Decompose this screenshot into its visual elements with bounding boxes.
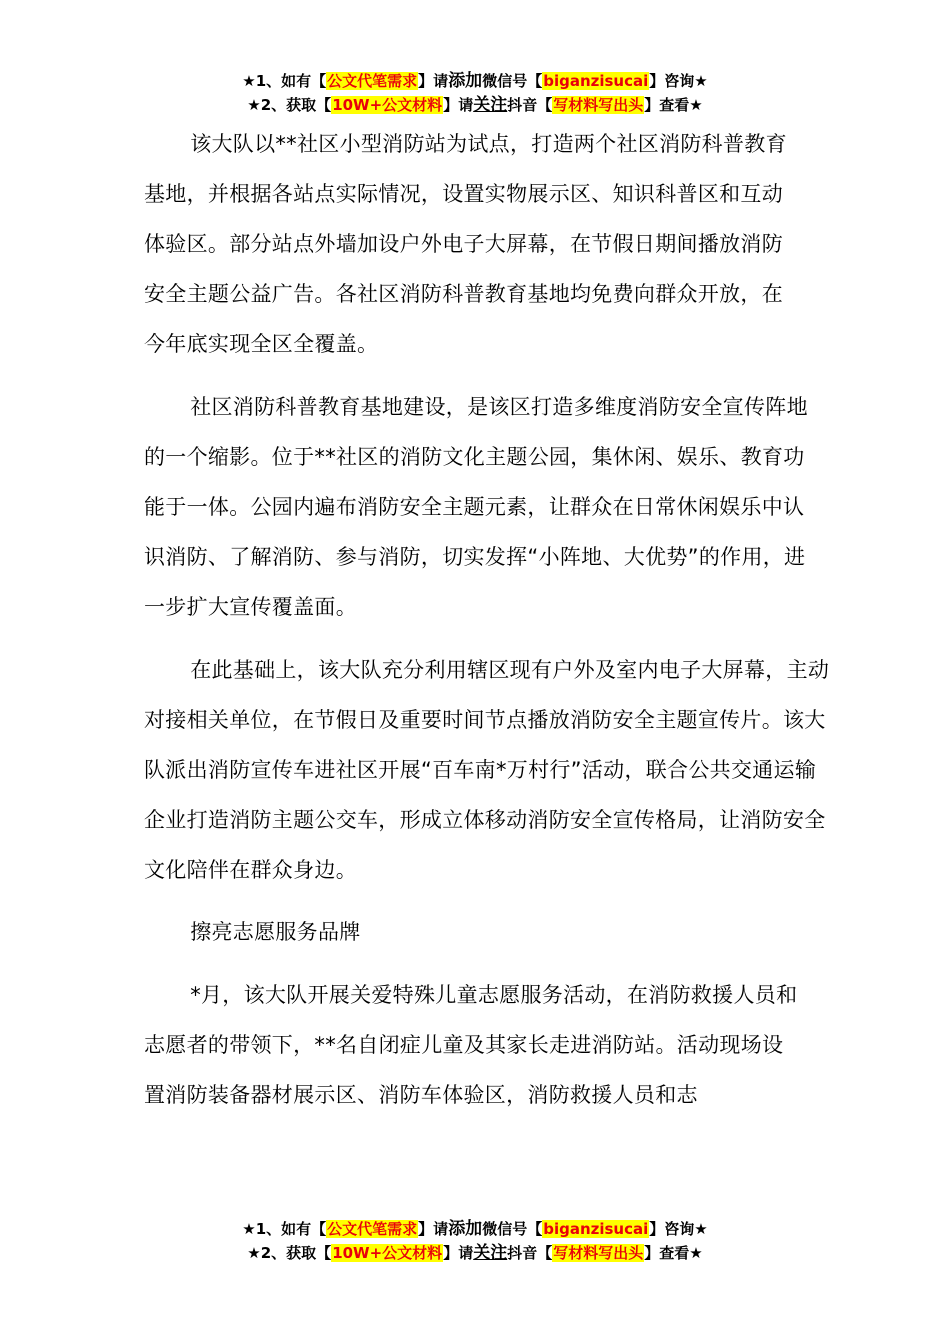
promo-line-2-middle: 】请: [443, 1244, 474, 1262]
promo-line-1-suffix: 】咨询: [649, 1220, 695, 1238]
star-icon: ★: [247, 96, 261, 114]
promo-line-2-middle: 】请: [443, 96, 474, 114]
promo-line-2-suffix: 】查看: [644, 1244, 690, 1262]
section-heading-volunteer-brand: 擦亮志愿服务品牌: [190, 920, 361, 944]
promo-line-2-emphasis: 关注: [473, 95, 508, 115]
promo-highlight-service: 公文代笔需求: [327, 72, 418, 90]
promo-line-2: [0, 93, 950, 117]
star-icon: ★: [242, 72, 256, 90]
promo-line-1-emphasis: 添加: [448, 71, 483, 91]
promo-line-1-middle-b: 微信号【: [482, 72, 543, 90]
promo-line-1: [0, 69, 950, 93]
star-icon: ★: [694, 72, 708, 90]
header-promo-banner: [0, 69, 950, 117]
promo-line-2-middle-b: 抖音【: [507, 1244, 553, 1262]
promo-line-1-suffix: 】咨询: [649, 72, 695, 90]
promo-line-2-emphasis: 关注: [473, 1243, 508, 1263]
promo-line-1-emphasis: 添加: [448, 1219, 483, 1239]
promo-line-2-prefix: 2、获取【: [260, 96, 332, 114]
promo-highlight-douyin-account: 写材料写出头: [553, 1244, 644, 1262]
promo-highlight-materials: 10W+公文材料: [332, 96, 443, 114]
promo-line-1: [0, 1217, 950, 1241]
promo-line-2-middle-b: 抖音【: [507, 96, 553, 114]
star-icon: ★: [247, 1244, 261, 1262]
star-icon: ★: [242, 1220, 256, 1238]
promo-line-1-prefix: 1、如有【: [255, 72, 327, 90]
promo-line-1-middle: 】请: [418, 72, 449, 90]
promo-highlight-materials: 10W+公文材料: [332, 1244, 443, 1262]
star-icon: ★: [689, 1244, 703, 1262]
promo-line-2-prefix: 2、获取【: [260, 1244, 332, 1262]
paragraph-theme-park: 社区消防科普教育基地建设，是该区打造多维度消防安全宣传阵地的一个缩影。位于**社区的消防文化主题公园，集休闲、娱乐、教育功能于一体。公园内遍布消防安全主题元素，让群众在日常休闲娱乐中认识消防、了解消防、参与消防，切实发挥“小阵地、大优势”的作用，进一步扩大宣传覆盖面。: [144, 395, 808, 619]
promo-line-1-middle: 】请: [418, 1220, 449, 1238]
star-icon: ★: [694, 1220, 708, 1238]
promo-line-2: [0, 1241, 950, 1265]
promo-highlight-wechat-id: biganzisucai: [543, 1220, 649, 1238]
promo-line-1-middle-b: 微信号【: [482, 1220, 543, 1238]
footer-promo-banner: [0, 1217, 950, 1265]
promo-line-2-suffix: 】查看: [644, 96, 690, 114]
promo-highlight-douyin-account: 写材料写出头: [553, 96, 644, 114]
star-icon: ★: [689, 96, 703, 114]
promo-highlight-wechat-id: biganzisucai: [543, 72, 649, 90]
promo-line-1-prefix: 1、如有【: [255, 1220, 327, 1238]
promo-highlight-service: 公文代笔需求: [327, 1220, 418, 1238]
paragraph-volunteer-activity: *月，该大队开展关爱特殊儿童志愿服务活动，在消防救援人员和志愿者的带领下，**名自闭症儿童及其家长走进消防站。活动现场设置消防装备器材展示区、消防车体验区，消防救援人员和志: [144, 983, 798, 1107]
paragraph-community-bases: 该大队以**社区小型消防站为试点，打造两个社区消防科普教育基地，并根据各站点实际情况，设置实物展示区、知识科普区和互动体验区。部分站点外墙加设户外电子大屏幕，在节假日期间播放消防安全主题公益广告。各社区消防科普教育基地均免费向群众开放，在今年底实现全区全覆盖。: [144, 132, 787, 356]
paragraph-screens-and-buses: 在此基础上，该大队充分利用辖区现有户外及室内电子大屏幕，主动对接相关单位，在节假日及重要时间节点播放消防安全主题宣传片。该大队派出消防宣传车进社区开展“百车南*万村行”活动，联合公共交通运输企业打造消防主题公交车，形成立体移动消防安全宣传格局，让消防安全文化陪伴在群众身边。: [144, 658, 830, 882]
